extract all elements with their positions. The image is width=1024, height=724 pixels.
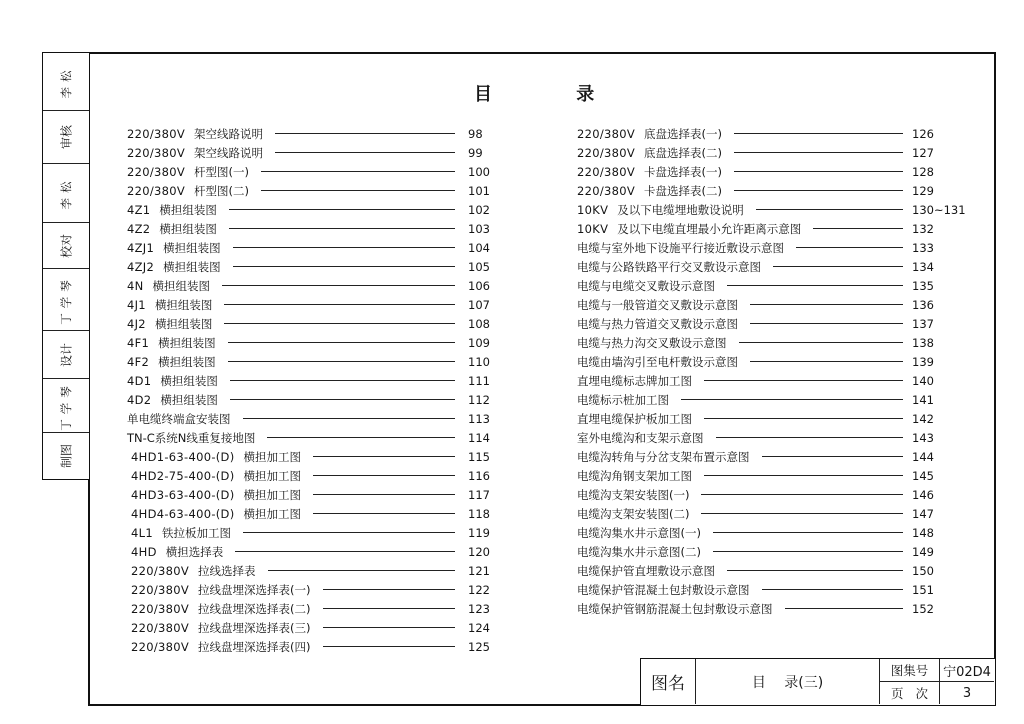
entry-page-number: 119 bbox=[468, 525, 490, 540]
entry-page-number: 130~131 bbox=[912, 202, 966, 217]
leader-line bbox=[773, 266, 903, 267]
toc-entry bbox=[577, 409, 960, 428]
entry-title: 室外电缆沟和支架示意图 bbox=[577, 430, 704, 445]
entry-title: 底盘选择表(一) bbox=[644, 126, 723, 141]
entry-page-number: 129 bbox=[912, 183, 934, 198]
toc-entry bbox=[577, 143, 960, 162]
role-label: 校对 bbox=[59, 233, 74, 258]
leader-line bbox=[734, 190, 903, 191]
entry-page-number: 118 bbox=[468, 506, 490, 521]
toc-entry bbox=[577, 257, 960, 276]
toc-entry bbox=[577, 314, 960, 333]
toc-entry bbox=[577, 219, 960, 238]
toc-entry bbox=[127, 124, 495, 143]
entry-code: 220/380V bbox=[577, 164, 636, 179]
leader-line bbox=[267, 437, 455, 438]
leader-line bbox=[762, 589, 904, 590]
entry-title: 电缆标示桩加工图 bbox=[577, 392, 669, 407]
leader-line bbox=[323, 627, 455, 628]
signature-cell bbox=[43, 379, 89, 433]
entry-code: 220/380V bbox=[131, 639, 190, 654]
leader-line bbox=[750, 304, 903, 305]
entry-title: 横担组装图 bbox=[154, 297, 213, 312]
entry-title: 卡盘选择表(一) bbox=[644, 164, 723, 179]
toc-entry bbox=[127, 162, 495, 181]
leader-line bbox=[233, 266, 455, 267]
toc-entry bbox=[577, 390, 960, 409]
entry-page-number: 110 bbox=[468, 354, 490, 369]
entry-page-number: 100 bbox=[468, 164, 490, 179]
role-label: 制图 bbox=[59, 443, 74, 468]
entry-title: 直埋电缆标志牌加工图 bbox=[577, 373, 692, 388]
leader-line bbox=[243, 532, 455, 533]
entry-page-number: 99 bbox=[468, 145, 483, 160]
toc-entry bbox=[577, 276, 960, 295]
entry-title: 电缆沟集水井示意图(一) bbox=[577, 525, 701, 540]
entry-code: 220/380V bbox=[577, 145, 636, 160]
toc-entry bbox=[127, 314, 495, 333]
entry-code: 220/380V bbox=[577, 183, 636, 198]
leader-line bbox=[229, 228, 455, 229]
role-label: 审核 bbox=[59, 124, 74, 150]
entry-code: 4HD4-63-400-(D) bbox=[131, 506, 235, 521]
entry-page-number: 140 bbox=[912, 373, 934, 388]
entry-title: 拉线盘埋深选择表(一) bbox=[198, 582, 311, 597]
entry-page-number: 146 bbox=[912, 487, 934, 502]
leader-line bbox=[716, 437, 904, 438]
atlas-number: 宁02D4 bbox=[940, 659, 994, 682]
entry-title: 电缆与热力管道交叉敷设示意图 bbox=[577, 316, 738, 331]
entry-title: 电缆与室外地下设施平行接近敷设示意图 bbox=[577, 240, 784, 255]
entry-page-number: 151 bbox=[912, 582, 934, 597]
leader-line bbox=[739, 342, 904, 343]
leader-line bbox=[701, 494, 903, 495]
entry-title: 电缆沟支架安装图(一) bbox=[577, 487, 690, 502]
entry-code: 4HD2-75-400-(D) bbox=[131, 468, 235, 483]
entry-code: 10KV bbox=[577, 221, 609, 236]
entry-page-number: 125 bbox=[468, 639, 490, 654]
toc-entry bbox=[127, 485, 495, 504]
leader-line bbox=[224, 304, 455, 305]
signature-strip bbox=[42, 52, 90, 480]
entry-page-number: 136 bbox=[912, 297, 934, 312]
signature-cell bbox=[43, 164, 89, 223]
leader-line bbox=[762, 456, 904, 457]
leader-line bbox=[734, 171, 903, 172]
entry-title: 及以下电缆直埋最小允许距离示意图 bbox=[617, 221, 802, 236]
entry-title: 及以下电缆埋地敷设说明 bbox=[617, 202, 744, 217]
page-title: 目 录 bbox=[474, 84, 595, 105]
leader-line bbox=[275, 133, 455, 134]
entry-page-number: 111 bbox=[468, 373, 490, 388]
toc-entry bbox=[577, 485, 960, 504]
toc-entry bbox=[127, 542, 495, 561]
entry-title: 拉线选择表 bbox=[198, 563, 256, 578]
entry-page-number: 152 bbox=[912, 601, 934, 616]
entry-page-number: 108 bbox=[468, 316, 490, 331]
leader-line bbox=[734, 133, 903, 134]
toc-entry bbox=[577, 371, 960, 390]
entry-code: 4F1 bbox=[127, 335, 150, 350]
entry-page-number: 128 bbox=[912, 164, 934, 179]
leader-line bbox=[323, 589, 455, 590]
entry-code: 4F2 bbox=[127, 354, 150, 369]
toc-entry bbox=[127, 219, 495, 238]
entry-code: 4J2 bbox=[127, 316, 146, 331]
toc-entry bbox=[127, 504, 495, 523]
signature-name: 李松 bbox=[59, 176, 73, 210]
entry-title: 架空线路说明 bbox=[194, 145, 264, 160]
entry-title: 单电缆终端盒安装图 bbox=[127, 411, 231, 426]
entry-page-number: 117 bbox=[468, 487, 490, 502]
leader-line bbox=[261, 171, 455, 172]
toc-entry bbox=[127, 428, 495, 447]
toc-entry bbox=[577, 447, 960, 466]
entry-title: 拉线盘埋深选择表(四) bbox=[198, 639, 311, 654]
entry-page-number: 120 bbox=[468, 544, 490, 559]
entry-page-number: 139 bbox=[912, 354, 934, 369]
leader-line bbox=[713, 532, 903, 533]
leader-line bbox=[785, 608, 904, 609]
entry-page-number: 124 bbox=[468, 620, 490, 635]
leader-line bbox=[323, 646, 455, 647]
leader-line bbox=[261, 190, 455, 191]
leader-line bbox=[704, 475, 903, 476]
entry-page-number: 114 bbox=[468, 430, 490, 445]
toc-entry bbox=[577, 580, 960, 599]
entry-title: 架空线路说明 bbox=[194, 126, 264, 141]
entry-code: 220/380V bbox=[131, 620, 190, 635]
toc-entry bbox=[577, 542, 960, 561]
entry-page-number: 109 bbox=[468, 335, 490, 350]
toc-entry bbox=[127, 637, 495, 656]
entry-page-number: 147 bbox=[912, 506, 934, 521]
entry-page-number: 103 bbox=[468, 221, 490, 236]
entry-page-number: 138 bbox=[912, 335, 934, 350]
entry-title: 拉线盘埋深选择表(三) bbox=[198, 620, 311, 635]
entry-code: 4L1 bbox=[131, 525, 153, 540]
leader-line bbox=[228, 342, 455, 343]
entry-code: 4HD3-63-400-(D) bbox=[131, 487, 235, 502]
leader-line bbox=[813, 228, 903, 229]
entry-page-number: 102 bbox=[468, 202, 490, 217]
drawing-name-label: 图名 bbox=[641, 659, 696, 704]
entry-title: 横担加工图 bbox=[243, 449, 301, 464]
entry-title: 电缆与公路铁路平行交叉敷设示意图 bbox=[577, 259, 761, 274]
entry-title: 杆型图(二) bbox=[194, 183, 250, 198]
entry-title: 横担组装图 bbox=[163, 259, 221, 274]
leader-line bbox=[704, 418, 903, 419]
entry-title: 横担组装图 bbox=[159, 202, 217, 217]
entry-code: 4N bbox=[127, 278, 144, 293]
entry-page-number: 148 bbox=[912, 525, 934, 540]
entry-title: 卡盘选择表(二) bbox=[644, 183, 723, 198]
entry-page-number: 98 bbox=[468, 126, 483, 141]
entry-page-number: 106 bbox=[468, 278, 490, 293]
toc-entry bbox=[577, 504, 960, 523]
signature-name: 丁学琴 bbox=[59, 274, 73, 325]
toc-entry bbox=[577, 295, 960, 314]
entry-title: 电缆与一般管道交叉敷设示意图 bbox=[577, 297, 738, 312]
entry-title: 横担加工图 bbox=[243, 506, 301, 521]
entry-code: 220/380V bbox=[577, 126, 636, 141]
entry-code: 220/380V bbox=[127, 145, 186, 160]
entry-page-number: 121 bbox=[468, 563, 490, 578]
atlas-number-label: 图集号 bbox=[880, 659, 940, 682]
leader-line bbox=[224, 323, 455, 324]
entry-title: TN-C系统N线重复接地图 bbox=[127, 430, 256, 445]
entry-page-number: 112 bbox=[468, 392, 490, 407]
leader-line bbox=[313, 513, 455, 514]
role-cell bbox=[43, 331, 89, 379]
entry-code: 10KV bbox=[577, 202, 609, 217]
toc-entry bbox=[127, 200, 495, 219]
leader-line bbox=[268, 570, 455, 571]
toc-entry bbox=[127, 333, 495, 352]
entry-page-number: 126 bbox=[912, 126, 934, 141]
entry-code: 220/380V bbox=[127, 183, 186, 198]
entry-page-number: 105 bbox=[468, 259, 490, 274]
entry-code: 4Z2 bbox=[127, 221, 151, 236]
entry-title: 拉线盘埋深选择表(二) bbox=[198, 601, 311, 616]
entry-page-number: 107 bbox=[468, 297, 490, 312]
entry-page-number: 145 bbox=[912, 468, 934, 483]
entry-page-number: 115 bbox=[468, 449, 490, 464]
toc-entry bbox=[577, 124, 960, 143]
entry-title: 铁拉板加工图 bbox=[161, 525, 231, 540]
leader-line bbox=[235, 551, 455, 552]
entry-title: 横担组装图 bbox=[160, 392, 218, 407]
toc-entry bbox=[577, 466, 960, 485]
toc-entry bbox=[127, 238, 495, 257]
leader-line bbox=[233, 247, 455, 248]
title-block bbox=[640, 658, 996, 706]
entry-page-number: 149 bbox=[912, 544, 934, 559]
toc-entry bbox=[127, 523, 495, 542]
leader-line bbox=[734, 152, 903, 153]
entry-page-number: 135 bbox=[912, 278, 934, 293]
toc-entry bbox=[127, 143, 495, 162]
entry-title: 电缆由墙沟引至电杆敷设示意图 bbox=[577, 354, 738, 369]
entry-page-number: 116 bbox=[468, 468, 490, 483]
signature-name: 丁学琴 bbox=[59, 380, 73, 431]
entry-code: 4D1 bbox=[127, 373, 152, 388]
entry-code: 220/380V bbox=[131, 582, 190, 597]
entry-code: 4ZJ2 bbox=[127, 259, 155, 274]
entry-code: 4Z1 bbox=[127, 202, 151, 217]
role-cell bbox=[43, 433, 89, 478]
toc-entry bbox=[127, 466, 495, 485]
leader-line bbox=[727, 285, 903, 286]
entry-page-number: 137 bbox=[912, 316, 934, 331]
entry-title: 横担选择表 bbox=[165, 544, 224, 559]
leader-line bbox=[713, 551, 903, 552]
entry-page-number: 141 bbox=[912, 392, 934, 407]
toc-entry bbox=[577, 523, 960, 542]
leader-line bbox=[243, 418, 456, 419]
leader-line bbox=[701, 513, 903, 514]
toc-entry bbox=[127, 295, 495, 314]
leader-line bbox=[796, 247, 903, 248]
entry-title: 电缆与电缆交叉敷设示意图 bbox=[577, 278, 715, 293]
toc-entry bbox=[577, 428, 960, 447]
entry-title: 电缆沟角钢支架加工图 bbox=[577, 468, 692, 483]
leader-line bbox=[222, 285, 455, 286]
entry-title: 横担组装图 bbox=[159, 221, 217, 236]
toc-entry bbox=[127, 580, 495, 599]
toc-entry bbox=[127, 181, 495, 200]
leader-line bbox=[750, 361, 903, 362]
entry-title: 横担组装图 bbox=[158, 354, 216, 369]
toc-entry bbox=[577, 561, 960, 580]
entry-code: 4HD1-63-400-(D) bbox=[131, 449, 235, 464]
entry-page-number: 133 bbox=[912, 240, 934, 255]
toc-left-column bbox=[127, 124, 495, 656]
entry-page-number: 113 bbox=[468, 411, 490, 426]
toc-entry bbox=[127, 352, 495, 371]
entry-code: 4ZJ1 bbox=[127, 240, 155, 255]
entry-title: 电缆沟转角与分岔支架布置示意图 bbox=[577, 449, 750, 464]
entry-title: 电缆保护管混凝土包封敷设示意图 bbox=[577, 582, 750, 597]
entry-code: 4HD bbox=[131, 544, 157, 559]
entry-title: 电缆与热力沟交叉敷设示意图 bbox=[577, 335, 727, 350]
toc-entry bbox=[127, 447, 495, 466]
leader-line bbox=[230, 380, 455, 381]
entry-title: 横担组装图 bbox=[154, 316, 213, 331]
entry-page-number: 144 bbox=[912, 449, 934, 464]
toc-entry bbox=[127, 599, 495, 618]
entry-title: 横担组装图 bbox=[163, 240, 221, 255]
entry-title: 横担组装图 bbox=[152, 278, 211, 293]
entry-code: 220/380V bbox=[131, 601, 190, 616]
toc-entry bbox=[127, 371, 495, 390]
signature-name: 李松 bbox=[59, 65, 73, 98]
leader-line bbox=[275, 152, 455, 153]
entry-code: 4J1 bbox=[127, 297, 146, 312]
leader-line bbox=[313, 456, 455, 457]
leader-line bbox=[313, 494, 455, 495]
entry-page-number: 143 bbox=[912, 430, 934, 445]
page-number-label: 页 次 bbox=[880, 682, 940, 704]
drawing-name: 目 录(三) bbox=[696, 659, 880, 704]
toc-entry bbox=[577, 333, 960, 352]
entry-title: 电缆保护管钢筋混凝土包封敷设示意图 bbox=[577, 601, 773, 616]
entry-title: 杆型图(一) bbox=[194, 164, 250, 179]
entry-title: 底盘选择表(二) bbox=[644, 145, 723, 160]
entry-code: 220/380V bbox=[127, 164, 186, 179]
leader-line bbox=[756, 209, 903, 210]
entry-page-number: 132 bbox=[912, 221, 934, 236]
toc-right-column bbox=[577, 124, 966, 618]
toc-entry bbox=[577, 162, 960, 181]
toc-entry bbox=[577, 599, 960, 618]
entry-title: 横担组装图 bbox=[158, 335, 216, 350]
role-cell bbox=[43, 111, 89, 164]
entry-title: 直埋电缆保护板加工图 bbox=[577, 411, 692, 426]
leader-line bbox=[727, 570, 903, 571]
leader-line bbox=[230, 399, 455, 400]
entry-page-number: 134 bbox=[912, 259, 934, 274]
entry-code: 220/380V bbox=[127, 126, 186, 141]
entry-page-number: 142 bbox=[912, 411, 934, 426]
leader-line bbox=[681, 399, 903, 400]
role-cell bbox=[43, 223, 89, 269]
toc-entry bbox=[127, 257, 495, 276]
entry-title: 横担加工图 bbox=[243, 468, 301, 483]
entry-title: 横担加工图 bbox=[243, 487, 301, 502]
entry-page-number: 150 bbox=[912, 563, 934, 578]
entry-title: 电缆沟集水井示意图(二) bbox=[577, 544, 701, 559]
toc-entry bbox=[127, 561, 495, 580]
entry-code: 220/380V bbox=[131, 563, 190, 578]
entry-title: 电缆沟支架安装图(二) bbox=[577, 506, 690, 521]
toc-entry bbox=[577, 352, 960, 371]
entry-page-number: 122 bbox=[468, 582, 490, 597]
entry-page-number: 127 bbox=[912, 145, 934, 160]
toc-entry bbox=[577, 200, 966, 219]
leader-line bbox=[750, 323, 903, 324]
leader-line bbox=[323, 608, 455, 609]
toc-entry bbox=[127, 618, 495, 637]
entry-page-number: 123 bbox=[468, 601, 490, 616]
signature-cell bbox=[43, 269, 89, 331]
toc-entry bbox=[127, 276, 495, 295]
toc-entry bbox=[127, 390, 495, 409]
toc-entry bbox=[577, 181, 960, 200]
toc-entry bbox=[127, 409, 495, 428]
leader-line bbox=[228, 361, 455, 362]
entry-page-number: 104 bbox=[468, 240, 490, 255]
leader-line bbox=[313, 475, 455, 476]
leader-line bbox=[704, 380, 903, 381]
entry-title: 横担组装图 bbox=[160, 373, 218, 388]
leader-line bbox=[229, 209, 455, 210]
signature-cell bbox=[43, 53, 89, 111]
toc-entry bbox=[577, 238, 960, 257]
page-number-value: 3 bbox=[962, 685, 972, 701]
role-label: 设计 bbox=[59, 342, 74, 367]
entry-page-number: 101 bbox=[468, 183, 490, 198]
entry-code: 4D2 bbox=[127, 392, 152, 407]
entry-title: 电缆保护管直埋敷设示意图 bbox=[577, 563, 715, 578]
